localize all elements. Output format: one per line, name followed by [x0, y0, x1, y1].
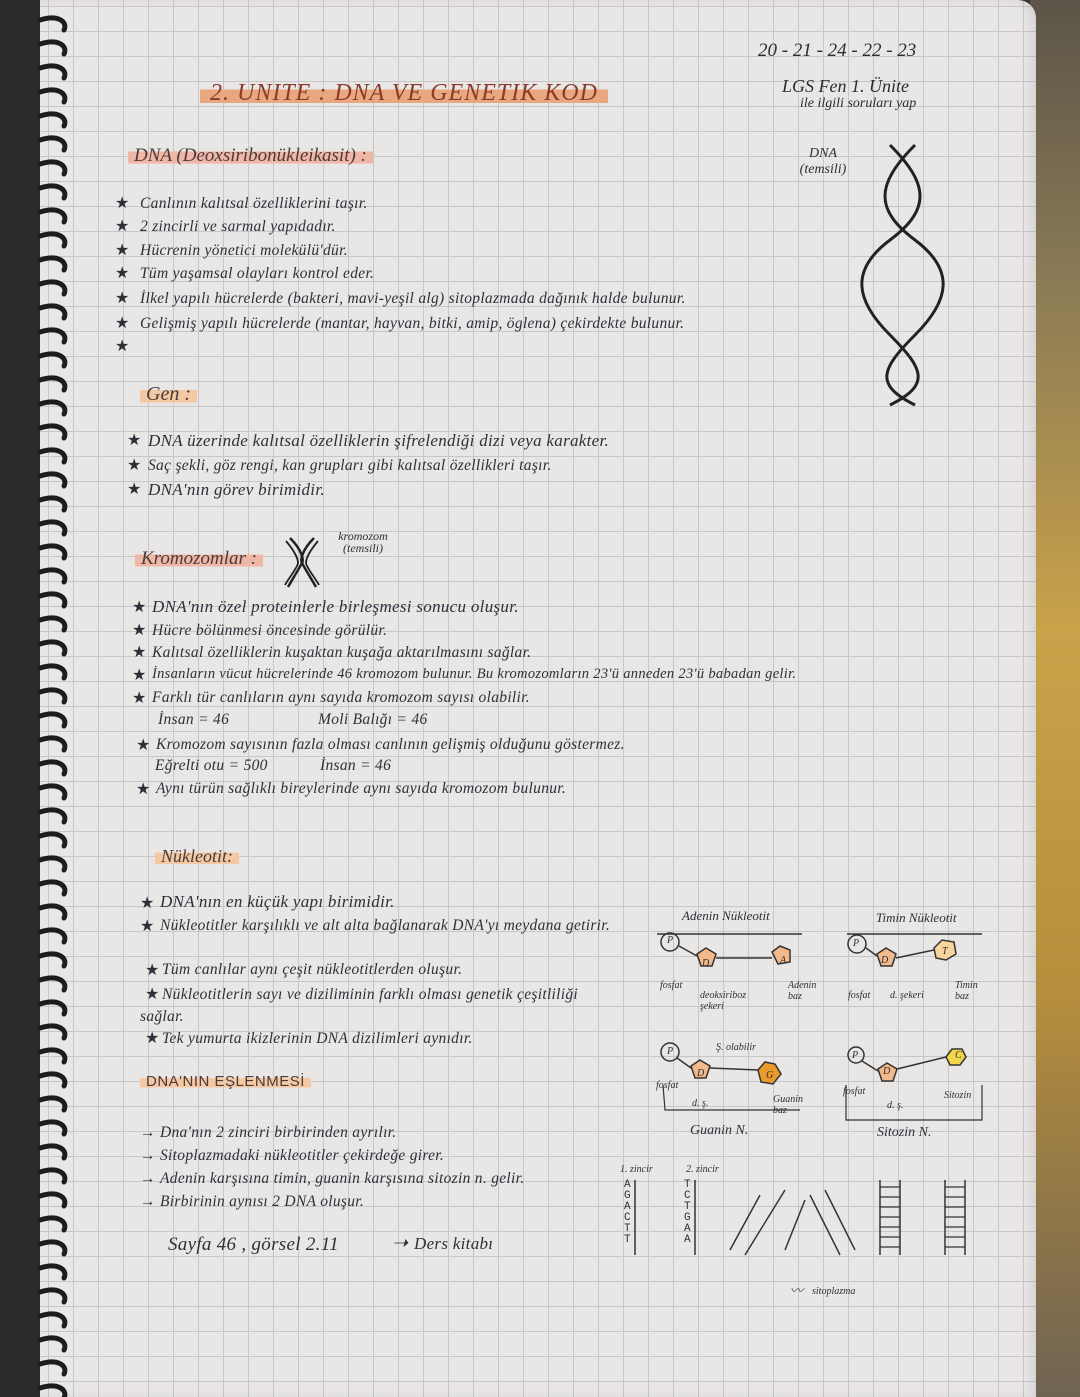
desk-background-right	[1030, 0, 1080, 1397]
spiral-ring	[40, 786, 65, 798]
strand-letter: A	[624, 1201, 631, 1213]
kromozom-heading: Kromozomlar :	[135, 548, 263, 570]
adenin-deoksiriboz-label: deoksiriboz şekeri	[700, 990, 747, 1012]
reference-arrow-icon: ➝	[392, 1233, 409, 1254]
kromozom-bullet-2: Hücre bölünmesi öncesinde görülür.	[152, 622, 388, 639]
top-note-numbers: 20 - 21 - 24 - 22 - 23	[758, 40, 917, 61]
spiral-ring	[40, 1002, 65, 1014]
timin-letter-d: D	[881, 955, 889, 966]
dna-bullet-4: Tüm yaşamsal olayları kontrol eder.	[140, 265, 375, 282]
kromozom-example-1b: Moli Balığı = 46	[318, 711, 428, 728]
bullet-star-icon: ★	[127, 479, 142, 498]
spiral-ring	[40, 186, 65, 198]
spiral-ring	[40, 834, 65, 846]
strand-letter: T	[624, 1234, 631, 1246]
bullet-star-icon: ★	[140, 893, 155, 912]
dna-figure-label: DNA (temsili)	[799, 146, 847, 177]
spiral-ring	[40, 1218, 65, 1230]
spiral-ring	[40, 690, 65, 702]
strand-letter: A	[684, 1234, 691, 1246]
bullet-star-icon: ★	[115, 216, 130, 235]
kromozom-bullet-4: İnsanların vücut hücrelerinde 46 kromozom bulunur. Bu kromozomların 23'ü anneden 23'ü babadan gelir.	[152, 666, 797, 682]
kromozom-bullet-3: Kalıtsal özelliklerin kuşaktan kuşağa aktarılmasını sağlar.	[152, 644, 532, 661]
spiral-ring	[40, 1314, 65, 1326]
guanin-diagram-title: Guanin N.	[690, 1123, 749, 1138]
spiral-ring	[40, 1386, 65, 1397]
top-note-line1: LGS Fen 1. Ünite	[782, 76, 909, 96]
sitozin-letter-p: P	[852, 1050, 859, 1061]
strand-letter: C	[684, 1190, 691, 1202]
spiral-ring	[40, 426, 65, 438]
bullet-star-icon: ★	[145, 984, 160, 1003]
page-title: 2. UNITE : DNA VE GENETIK KOD	[200, 80, 608, 107]
guanin-letter-p: P	[667, 1046, 674, 1057]
guanin-letter-d: D	[697, 1068, 705, 1079]
spiral-ring	[40, 498, 65, 510]
sitozin-letter-d: D	[883, 1066, 891, 1077]
bullet-star-icon: ★	[140, 916, 155, 935]
spiral-ring	[40, 978, 65, 990]
spiral-ring	[40, 858, 65, 870]
spiral-ring	[40, 450, 65, 462]
book-reference: Sayfa 46 , görsel 2.11	[168, 1234, 339, 1255]
bullet-star-icon: ★	[145, 1028, 160, 1047]
sitoplazma-arrow-icon: 〰	[790, 1283, 804, 1298]
spiral-ring	[40, 1050, 65, 1062]
bullet-star-icon: ★	[132, 665, 147, 684]
strand-letter: G	[624, 1190, 631, 1202]
strand-1-letters	[624, 1180, 634, 1246]
spiral-ring	[40, 1074, 65, 1086]
sitozin-ds-label: d. ş.	[887, 1100, 904, 1111]
strand-letter: T	[624, 1223, 631, 1235]
adenin-letter-d: D	[702, 958, 710, 969]
bullet-star-icon: ★	[127, 430, 142, 449]
timin-letter-p: P	[853, 938, 860, 949]
nukleotit-bullet-2: Nükleotitler karşılıklı ve alt alta bağlanarak DNA'yı meydana getirir.	[160, 917, 611, 934]
strand-2-label: 2. zincir	[686, 1164, 719, 1175]
spiral-ring	[40, 618, 65, 630]
bullet-star-icon: ★	[136, 735, 151, 754]
adenin-letter-a: A	[780, 955, 787, 966]
eslenme-heading: DNA'NIN EŞLENMESİ	[140, 1073, 311, 1090]
spiral-ring	[40, 738, 65, 750]
adenin-fosfat-label: fosfat	[660, 980, 683, 991]
kromozom-example-2b: İnsan = 46	[320, 757, 392, 774]
spiral-ring	[40, 18, 65, 30]
timin-nucleotide-diagram	[842, 926, 992, 986]
spiral-ring	[40, 402, 65, 414]
spiral-ring	[40, 1362, 65, 1374]
spiral-ring	[40, 594, 65, 606]
dna-replication-drawing	[615, 1175, 990, 1270]
spiral-ring	[40, 882, 65, 894]
strand-2-letters	[684, 1180, 694, 1246]
spiral-ring	[40, 570, 65, 582]
spiral-ring	[40, 162, 65, 174]
gen-bullet-2: Saç şekli, göz rengi, kan grupları gibi kalıtsal özellikleri taşır.	[148, 457, 552, 474]
spiral-ring	[40, 1194, 65, 1206]
dna-bullet-6: Gelişmiş yapılı hücrelerde (mantar, hayvan, bitki, amip, öglena) çekirdekte bulunur.	[140, 315, 685, 332]
spiral-ring	[40, 906, 65, 918]
guanin-ds-label: d. ş.	[692, 1098, 709, 1109]
eslenme-arrow-1: →	[140, 1124, 156, 1141]
spiral-ring	[40, 1242, 65, 1254]
bullet-star-icon: ★	[115, 288, 130, 307]
bullet-star-icon: ★	[115, 263, 130, 282]
sitozin-nucleotide-diagram	[842, 1045, 992, 1120]
bullet-star-icon: ★	[132, 620, 147, 639]
strand-letter: C	[624, 1212, 631, 1224]
guanin-letter-g: G	[766, 1070, 774, 1081]
spiral-ring	[40, 1026, 65, 1038]
spiral-ring	[40, 1170, 65, 1182]
eslenme-step-4: Birbirinin aynısı 2 DNA oluşur.	[160, 1193, 365, 1210]
bullet-star-icon: ★	[132, 642, 147, 661]
kromozom-bullet-1: DNA'nın özel proteinlerle birleşmesi sonucu oluşur.	[152, 597, 519, 616]
spiral-ring	[40, 114, 65, 126]
spiral-ring	[40, 138, 65, 150]
guanin-s-olabilir: Ş. olabilir	[716, 1042, 757, 1053]
spiral-ring	[40, 210, 65, 222]
guanin-fosfat-label: fosfat	[656, 1080, 679, 1091]
adenin-baz-label: Adenin baz	[788, 980, 817, 1002]
book-reference-target: Ders kitabı	[414, 1234, 494, 1253]
spiral-ring	[40, 1098, 65, 1110]
eslenme-step-2: Sitoplazmadaki nükleotitler çekirdeğe girer.	[160, 1147, 445, 1164]
dna-helix-drawing	[860, 140, 950, 410]
kromozom-bullet-6: Kromozom sayısının fazla olması canlının gelişmiş olduğunu göstermez.	[156, 736, 625, 753]
spiral-ring	[40, 1338, 65, 1350]
nukleotit-bullet-4: Nükleotitlerin sayı ve diziliminin farklı olması genetik çeşitliliği sağlar.	[140, 986, 579, 1025]
sitoplazma-label: sitoplazma	[812, 1286, 856, 1297]
gen-heading: Gen :	[140, 383, 197, 406]
timin-letter-t: T	[942, 946, 948, 957]
bullet-star-icon: ★	[127, 455, 142, 474]
kromozom-example-2a: Eğrelti otu = 500	[155, 757, 268, 774]
bullet-star-icon: ★	[132, 597, 147, 616]
spiral-ring	[40, 762, 65, 774]
bullet-star-icon: ★	[115, 240, 130, 259]
spiral-ring	[40, 1122, 65, 1134]
eslenme-arrow-2: →	[140, 1147, 156, 1164]
spiral-ring	[40, 306, 65, 318]
spiral-ring	[40, 258, 65, 270]
bullet-star-icon: ★	[115, 313, 130, 332]
spiral-binding	[28, 0, 88, 1397]
spiral-ring	[40, 1266, 65, 1278]
adenin-nucleotide-diagram	[652, 924, 802, 984]
strand-letter: T	[684, 1179, 691, 1191]
dna-bullet-2: 2 zincirli ve sarmal yapıdadır.	[140, 218, 336, 235]
gen-bullet-3: DNA'nın görev birimidir.	[148, 480, 325, 499]
timin-baz-label: Timin baz	[955, 980, 978, 1002]
guanin-baz-label: Guanin baz	[773, 1094, 803, 1116]
strand-letter: G	[684, 1212, 691, 1224]
strand-letter: A	[684, 1223, 691, 1235]
sitozin-letter-c: C	[955, 1050, 962, 1061]
adenin-letter-p: P	[667, 935, 674, 946]
top-note-line2: ile ilgili soruları yap	[800, 96, 917, 111]
nukleotit-bullet-3: Tüm canlılar aynı çeşit nükleotitlerden oluşur.	[162, 961, 463, 978]
bullet-star-icon: ★	[115, 193, 130, 212]
spiral-ring	[40, 234, 65, 246]
strand-1-label: 1. zincir	[620, 1164, 653, 1175]
spiral-ring	[40, 90, 65, 102]
timin-fosfat-label: fosfat	[848, 990, 871, 1001]
spiral-ring	[40, 642, 65, 654]
adenin-diagram-title: Adenin Nükleotit	[682, 908, 770, 923]
bullet-star-icon: ★	[145, 960, 160, 979]
bullet-star-icon: ★	[132, 688, 147, 707]
spiral-ring	[40, 1146, 65, 1158]
spiral-ring	[40, 282, 65, 294]
spiral-ring	[40, 546, 65, 558]
sitozin-base-label: Sitozin	[944, 1090, 972, 1101]
dna-bullet-3: Hücrenin yönetici molekülü'dür.	[140, 242, 348, 259]
chromosome-drawing	[282, 535, 322, 590]
nukleotit-heading: Nükleotit:	[155, 846, 239, 867]
spiral-ring	[40, 666, 65, 678]
dna-bullet-5: İlkel yapılı hücrelerde (bakteri, mavi-yeşil alg) sitoplazmada dağınık halde bulunur.	[140, 290, 686, 307]
strand-letter: T	[684, 1201, 691, 1213]
eslenme-step-3: Adenin karşısına timin, guanin karşısına sitozin n. gelir.	[160, 1170, 525, 1187]
bullet-star-icon: ★	[136, 779, 151, 798]
gen-bullet-1: DNA üzerinde kalıtsal özelliklerin şifrelendiği dizi veya karakter.	[148, 431, 610, 450]
kromozom-bullet-7: Aynı türün sağlıklı bireylerinde aynı sayıda kromozom bulunur.	[156, 780, 567, 797]
timin-diagram-title: Timin Nükleotit	[876, 910, 957, 925]
kromozom-example-1a: İnsan = 46	[158, 711, 230, 728]
kromozom-bullet-5: Farklı tür canlıların aynı sayıda kromozom sayısı olabilir.	[152, 689, 530, 706]
spiral-ring	[40, 354, 65, 366]
spiral-ring	[40, 810, 65, 822]
spiral-ring	[40, 378, 65, 390]
spiral-ring	[40, 714, 65, 726]
sitozin-diagram-title: Sitozin N.	[877, 1125, 932, 1140]
chromosome-figure-label: kromozom (temsili)	[338, 529, 388, 555]
eslenme-arrow-3: →	[140, 1170, 156, 1187]
eslenme-step-1: Dna'nın 2 zinciri birbirinden ayrılır.	[160, 1124, 397, 1141]
spiral-ring	[40, 474, 65, 486]
timin-seker-label: d. şekeri	[890, 990, 924, 1001]
strand-letter: A	[624, 1179, 631, 1191]
bullet-star-icon: ★	[115, 336, 130, 355]
spiral-ring	[40, 954, 65, 966]
sitozin-fosfat-label: fosfat	[843, 1086, 866, 1097]
dna-heading: DNA (Deoxsiribonükleikasit) :	[128, 145, 373, 167]
spiral-ring	[40, 66, 65, 78]
spiral-ring	[40, 330, 65, 342]
spiral-ring	[40, 42, 65, 54]
spiral-ring	[40, 1290, 65, 1302]
nukleotit-bullet-5: Tek yumurta ikizlerinin DNA dizilimleri aynıdır.	[162, 1030, 473, 1047]
dna-bullet-1: Canlının kalıtsal özelliklerini taşır.	[140, 195, 368, 212]
eslenme-arrow-4: →	[140, 1193, 156, 1210]
spiral-ring	[40, 522, 65, 534]
spiral-ring	[40, 930, 65, 942]
nukleotit-bullet-1: DNA'nın en küçük yapı birimidir.	[160, 892, 395, 911]
